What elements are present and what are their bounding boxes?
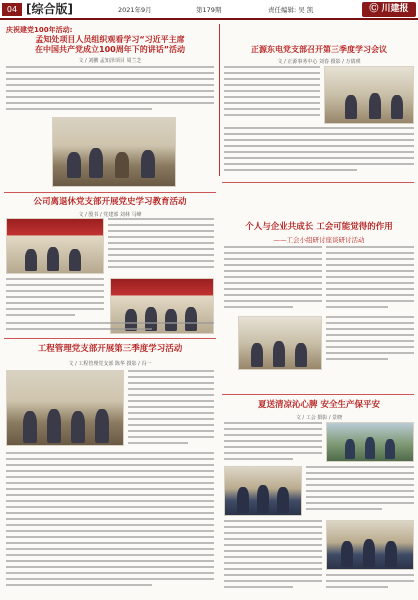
article-3-body-col-1 bbox=[108, 218, 214, 274]
article-3-body-col-3 bbox=[6, 322, 214, 336]
article-6-headline: 夏送清凉沁心脾 安全生产保平安 bbox=[258, 400, 380, 410]
article-4-body-col-2 bbox=[326, 246, 414, 312]
article-1-headline bbox=[4, 35, 216, 55]
article-1-byline: 文 / 刘鹏 孟知泽项目 周兰芝 bbox=[78, 58, 142, 64]
article-6-body-col-1 bbox=[224, 422, 322, 462]
article-1-body bbox=[6, 66, 214, 116]
article-5-body-col-1 bbox=[128, 370, 214, 446]
article-1-headline-line-2: 在中国共产党成立100周年下的讲话”活动 bbox=[35, 45, 185, 54]
divider-left-2 bbox=[4, 338, 216, 339]
article-5-body-col-2 bbox=[6, 452, 214, 592]
article-4-body-col-3 bbox=[326, 316, 414, 370]
article-4-body-col-1 bbox=[224, 246, 322, 312]
column-divider bbox=[219, 24, 220, 176]
article-5-byline: 文 / 工程管理党支部 陈华 摄影 / 冯一 bbox=[68, 361, 152, 367]
issue-number: 第179期 bbox=[196, 6, 222, 14]
summer-photo-2 bbox=[224, 466, 302, 516]
article-3-body-col-2 bbox=[6, 278, 104, 318]
newspaper-logo: Ⓒ 川建报 bbox=[362, 2, 416, 17]
article-6-body-col-4 bbox=[326, 574, 414, 592]
issue-date: 2021年9月 bbox=[118, 6, 152, 14]
article-4-subhead: ——工会小组研讨座谈研讨活动 bbox=[273, 236, 365, 244]
article-5-headline: 工程管理党支部开展第三季度学习活动 bbox=[37, 344, 183, 354]
article-2-body-col-1 bbox=[224, 66, 320, 122]
article-3-headline: 公司离退休党支部开展党史学习教育活动 bbox=[33, 197, 187, 207]
divider-right-2 bbox=[222, 394, 414, 395]
article-2-byline: 文 / 正源事务中心 刘春 摄影 / 万倩瑛 bbox=[277, 59, 361, 65]
summer-photo-3 bbox=[326, 520, 414, 570]
page-number: 04 bbox=[2, 3, 22, 16]
article-2-body-col-2 bbox=[224, 127, 414, 179]
article-1-kicker: 庆祝建党100年活动: bbox=[6, 26, 73, 34]
article-1-headline-line-1: 孟知处项目人员组织观看学习“习近平主席 bbox=[35, 35, 185, 44]
summer-photo-1 bbox=[326, 422, 414, 462]
article-6-byline: 文 / 工会 摄影 / 景晓 bbox=[295, 415, 343, 421]
masthead bbox=[0, 0, 418, 20]
article-6-body-col-3 bbox=[224, 520, 322, 592]
article-2-headline: 正源东电党支部召开第三季度学习会议 bbox=[251, 45, 387, 54]
divider-right-1 bbox=[222, 182, 414, 183]
article-6-body-col-2 bbox=[306, 466, 414, 516]
engineering-photo bbox=[6, 370, 124, 446]
meeting-photo-top bbox=[52, 117, 176, 187]
section-name: [综合版] bbox=[26, 2, 73, 16]
retirees-photo-1 bbox=[6, 218, 104, 274]
editor-credit: 责任编辑: 吴 凯 bbox=[268, 6, 314, 14]
article-2-photo bbox=[324, 66, 414, 124]
article-3-byline: 文 / 殷书 / 党建部 刘林 马峰 bbox=[78, 212, 142, 218]
article-4-headline: 个人与企业共成长 工会可能觉得的作用 bbox=[245, 222, 393, 232]
divider-left-1 bbox=[4, 192, 216, 193]
union-meeting-photo bbox=[238, 316, 322, 370]
